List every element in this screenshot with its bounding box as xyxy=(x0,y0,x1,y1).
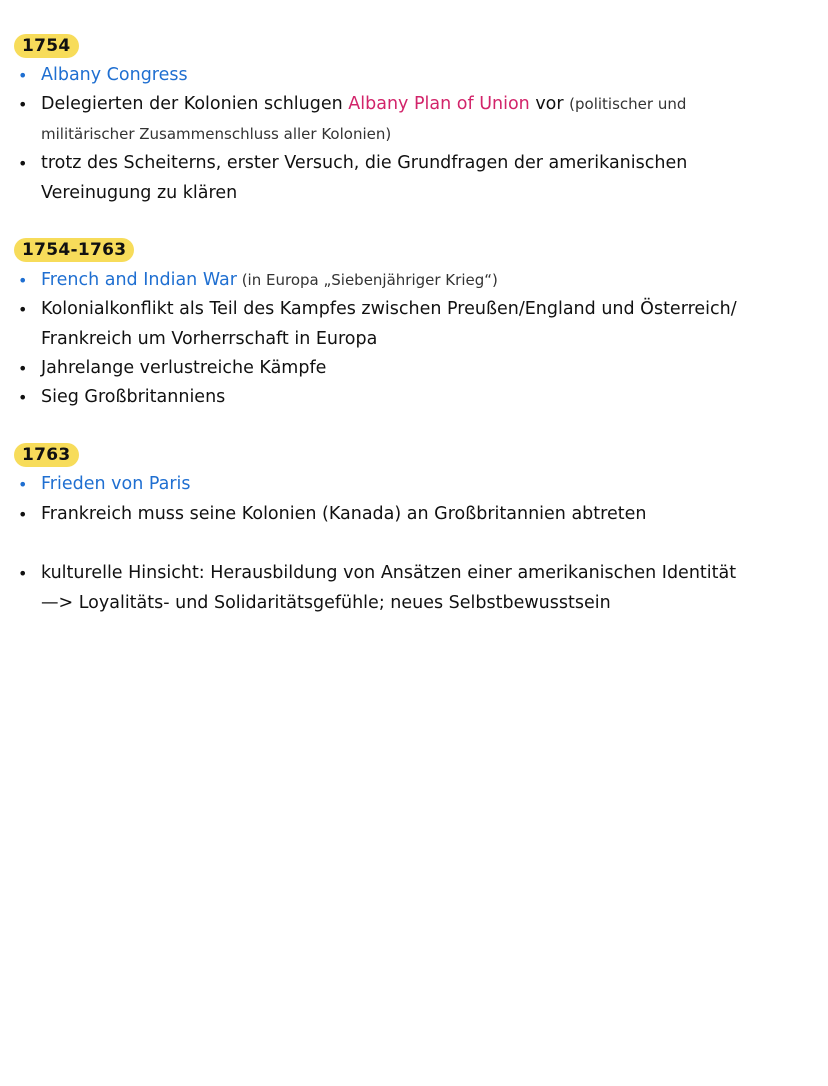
list-item xyxy=(18,559,808,618)
list-item xyxy=(18,383,808,413)
list-item xyxy=(18,470,808,500)
event-title: French and Indian War xyxy=(41,270,237,290)
bullet-icon: • xyxy=(18,564,28,583)
list-item xyxy=(18,354,808,384)
item-text: trotz des Scheiterns, erster Versuch, die Grundfragen der amerikanischen xyxy=(41,153,688,173)
item-text: Vereinugung zu klären xyxy=(41,182,238,203)
year-badge: 1754 xyxy=(14,34,79,58)
bullet-icon: • xyxy=(18,475,28,494)
bullet-icon: • xyxy=(18,271,28,290)
item-text: Frankreich muss seine Kolonien (Kanada) an Großbritannien abtreten xyxy=(41,504,647,524)
bullet-icon: • xyxy=(18,359,28,378)
event-title: Albany Congress xyxy=(41,65,188,85)
list-item xyxy=(18,295,808,354)
item-text: Kolonialkonflikt als Teil des Kampfes zwischen Preußen/England und Österreich/ xyxy=(41,299,737,319)
item-text: Jahrelange verlustreiche Kämpfe xyxy=(41,358,327,378)
highlight-term: Albany Plan of Union xyxy=(348,94,530,114)
item-text: Sieg Großbritanniens xyxy=(41,387,226,407)
item-text: Frankreich um Vorherrschaft in Europa xyxy=(41,328,378,349)
bullet-icon: • xyxy=(18,388,28,407)
list-item xyxy=(18,149,808,208)
bullet-icon: • xyxy=(18,95,28,114)
bullet-icon: • xyxy=(18,505,28,524)
item-text: —> Loyalitäts- und Solidaritätsgefühle; neues Selbstbewusstsein xyxy=(41,592,611,613)
list-item xyxy=(18,61,808,91)
item-text: vor xyxy=(529,94,570,114)
list-item xyxy=(18,266,808,296)
item-note: militärischer Zusammenschluss aller Kolonien) xyxy=(41,124,392,143)
event-title: Frieden von Paris xyxy=(41,474,191,494)
list-item xyxy=(18,90,808,149)
bullet-icon: • xyxy=(18,66,28,85)
item-note: (in Europa „Siebenjähriger Krieg“) xyxy=(236,271,498,289)
bullet-icon: • xyxy=(18,154,28,173)
item-note: (politischer und xyxy=(569,95,687,113)
item-text: kulturelle Hinsicht: Herausbildung von Ansätzen einer amerikanischen Identität xyxy=(41,563,737,583)
year-badge: 1754-1763 xyxy=(14,238,134,262)
bullet-icon: • xyxy=(18,300,28,319)
list-item xyxy=(18,500,808,530)
year-badge: 1763 xyxy=(14,443,79,467)
item-text: Delegierten der Kolonien schlugen xyxy=(41,94,349,114)
